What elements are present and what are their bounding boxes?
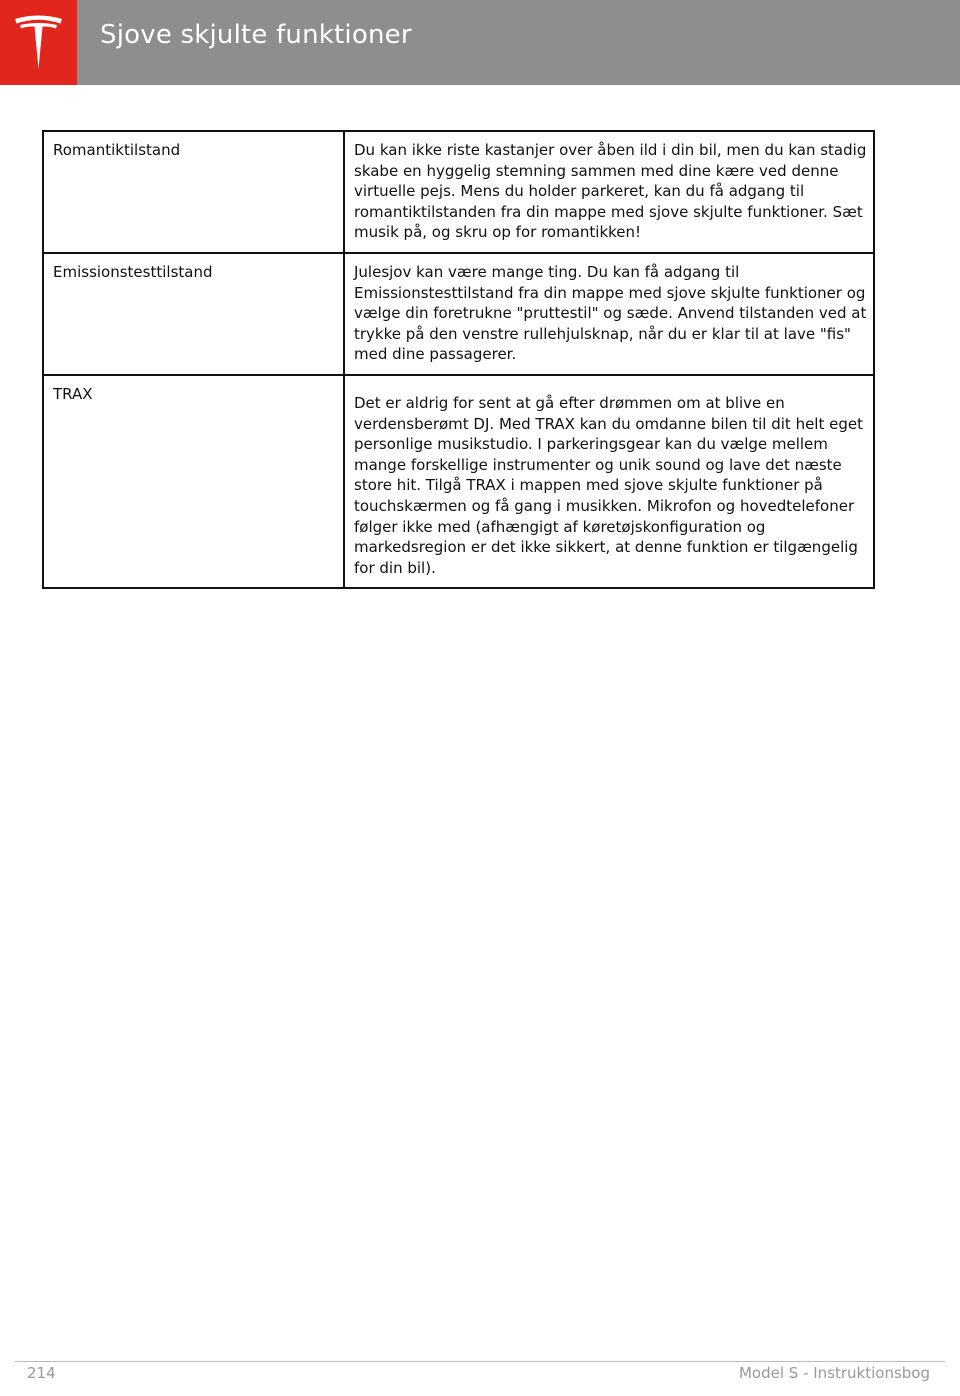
footer-title: Model S - Instruktionsbog xyxy=(738,1364,930,1382)
hidden-features-table xyxy=(42,130,875,589)
feature-description: Julesjov kan være mange ting. Du kan få adgang til Emissionstesttilstand fra din mappe med sjove skjulte funktioner og vælge din foretrukne "pruttestil" og sæde. Anvend tilstanden ved at trykke på den venstre rullehjulsknap, når du er klar til at lave "fis" med dine passagerer. xyxy=(344,253,874,375)
page-header xyxy=(0,0,960,85)
page-number: 214 xyxy=(27,1364,56,1382)
feature-description: Det er aldrig for sent at gå efter drømmen om at blive en verdensberømt DJ. Med TRAX kan du omdanne bilen til dit helt eget personlige musikstudio. I parkeringsgear kan du vælge mellem mange forskellige instrumenter og unik sound og lave det næste store hit. Tilgå TRAX i mappen med sjove skjulte funktioner på touchskærmen og få gang i musikken. Mikrofon og hovedtelefoner følger ikke med (afhængigt af køretøjskonfiguration og markedsregion er det ikke sikkert, at denne funktion er tilgængelig for din bil). xyxy=(344,375,874,588)
logo-badge xyxy=(0,0,77,85)
feature-name: TRAX xyxy=(43,375,344,588)
table-row xyxy=(43,253,874,375)
footer-divider xyxy=(15,1361,945,1362)
tesla-logo-icon xyxy=(14,14,63,72)
feature-name: Emissionstesttilstand xyxy=(43,253,344,375)
feature-name: Romantiktilstand xyxy=(43,131,344,253)
table-row xyxy=(43,131,874,253)
page-title: Sjove skjulte funktioner xyxy=(100,20,412,50)
table-row xyxy=(43,375,874,588)
feature-description: Du kan ikke riste kastanjer over åben ild i din bil, men du kan stadig skabe en hyggelig stemning sammen med dine kære ved denne virtuelle pejs. Mens du holder parkeret, kan du få adgang til romantiktilstanden fra din mappe med sjove skjulte funktioner. Sæt musik på, og skru op for romantikken! xyxy=(344,131,874,253)
